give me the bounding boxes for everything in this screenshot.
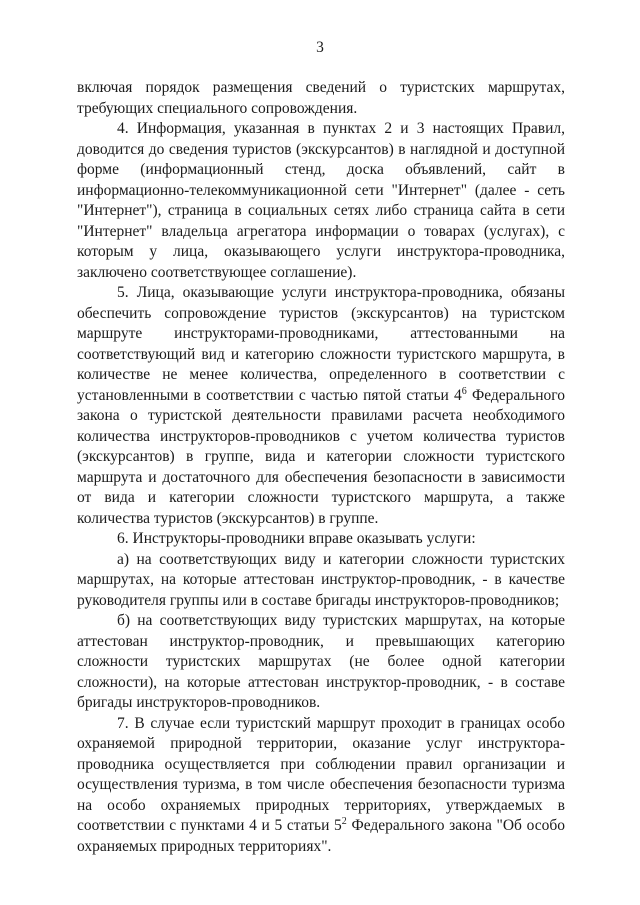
paragraph-item-6b: б) на соответствующих виду туристских маршрутах, на которые аттестован инструктор-проводник, и превышающих категорию сложности туристских маршрутах (не более одной категории сложности), на которые аттестован инструктор-проводник, - в составе бригады инструкторов-проводников. — [77, 612, 565, 711]
paragraph-continuation: включая порядок размещения сведений о туристских маршрутах, требующих специального сопровождения. — [77, 79, 565, 117]
paragraph-item-6: 6. Инструкторы-проводники вправе оказывать услуги: — [117, 530, 476, 547]
paragraph-item-5-text-before: 5. Лица, оказывающие услуги инструктора-проводника, обязаны обеспечить сопровождение туристов (экскурсантов) на туристском маршруте инструкторами-проводниками, аттестованными на соответствующий вид и категорию сложности туристского маршрута, в количестве не менее количества, определенного в соответствии с установленными в соответствии с частью пятой статьи 4 — [77, 284, 565, 404]
document-body — [77, 78, 565, 857]
paragraph-item-7-text-after: Федерального закона "Об особо охраняемых природных территориях". — [77, 817, 565, 855]
page-number: 3 — [316, 39, 324, 56]
paragraph-item-6a: а) на соответствующих виду и категории сложности туристских маршрутах, на которые аттестован инструктор-проводник, - в качестве руководителя группы или в составе бригады инструкторов-проводников; — [77, 550, 565, 609]
paragraph-item-5-text-after: Федерального закона о туристской деятельности правилами расчета необходимого количества инструкторов-проводников с учетом количества туристов (экскурсантов) в группе, вида и категории сложности туристского маршрута и достаточного для обеспечения безопасности в зависимости от вида и категории сложности туристского маршрута, а также количества туристов (экскурсантов) в группе. — [77, 386, 565, 527]
paragraph-item-7 — [77, 714, 565, 858]
paragraph-item-4: 4. Информация, указанная в пунктах 2 и 3 настоящих Правил, доводится до сведения туристов (экскурсантов) в наглядной и доступной форме (информационный стенд, доска объявлений, сайт в информационно-телекоммуникационной сети "Интернет" (далее - сеть "Интернет"), страница в социальных сетях либо страница сайта в сети "Интернет" владельца агрегатора информации о товарах (услугах), с которым у лица, оказывающего услуги инструктора-проводника, заключено соответствующее соглашение). — [77, 120, 565, 281]
paragraph-item-7-text-before: 7. В случае если туристский маршрут проходит в границах особо охраняемой природной территории, оказание услуг инструктора-проводника осуществляется при соблюдении правил организации и осуществления туризма, в том числе обеспечения безопасности туризма на особо охраняемых природных территориях, утверждаемых в соответствии с пунктами 4 и 5 статьи 5 — [77, 714, 565, 834]
paragraph-item-7-superscript: 2 — [341, 815, 347, 827]
paragraph-item-5 — [77, 283, 565, 529]
paragraph-item-5-superscript: 6 — [461, 385, 467, 397]
